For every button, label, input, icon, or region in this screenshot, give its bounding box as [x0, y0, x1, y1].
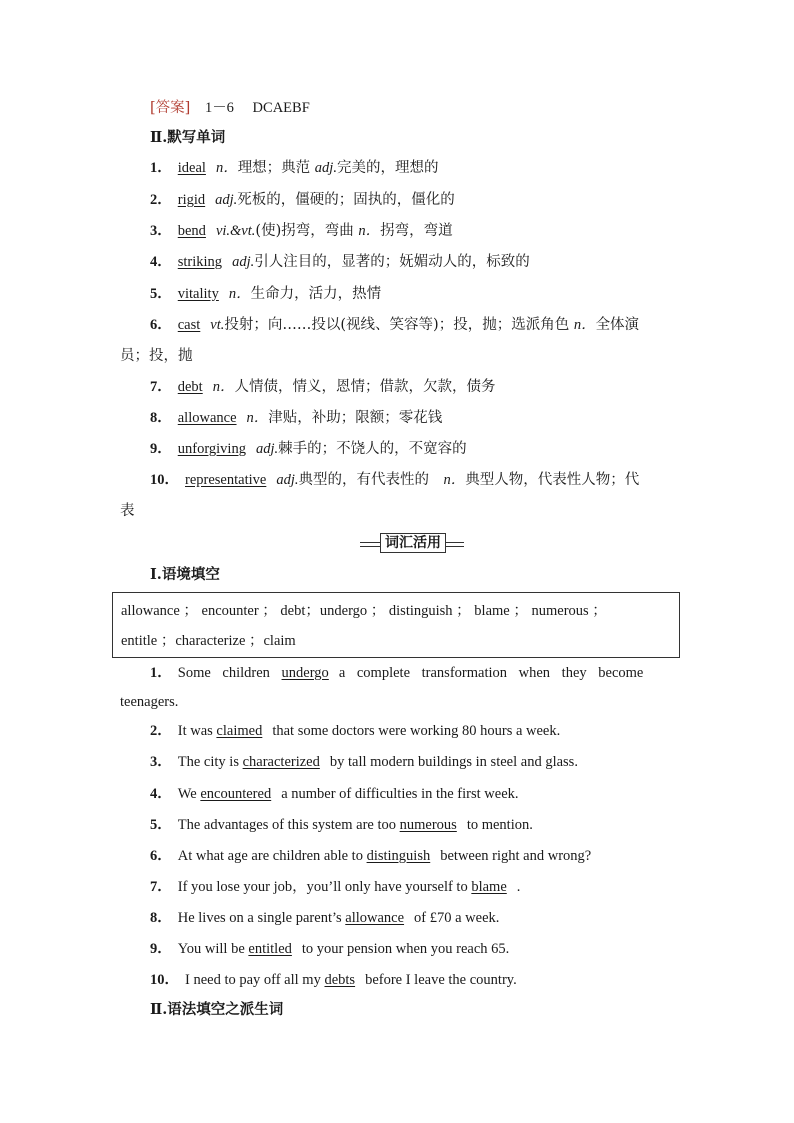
- definition-text: 生命力，活力，热情: [250, 286, 382, 302]
- part-of-speech: n．: [443, 472, 466, 488]
- sentence-before: The advantages of this system are too: [177, 817, 400, 833]
- answer-blank: claimed: [216, 723, 263, 739]
- exercise-item: [150, 815, 533, 835]
- item-number: 5．: [150, 817, 172, 833]
- word-item: [150, 158, 438, 178]
- definition-text: 死板的，僵硬的；固执的，僵化的: [237, 192, 455, 208]
- definition-text: 人情债，情义，恩情；借款，欠款，债务: [234, 379, 496, 395]
- answer-word: rigid: [177, 192, 206, 208]
- word-item: [150, 439, 467, 459]
- answer-word: ideal: [177, 160, 206, 176]
- answer-word: cast: [177, 317, 201, 333]
- sentence-after: to your pension when you reach 65.: [301, 941, 510, 957]
- item-number: 7．: [150, 379, 172, 395]
- part-of-speech: n．: [573, 317, 596, 333]
- part-of-speech: adj.: [314, 160, 337, 176]
- sentence-before: Some children: [177, 665, 282, 681]
- word-item: [150, 408, 442, 428]
- answer-blank: allowance: [345, 910, 405, 926]
- answer-blank: debts: [324, 972, 356, 988]
- item-number: 9．: [150, 441, 172, 457]
- exercise-item: [150, 752, 578, 772]
- exercise-item: [150, 908, 499, 928]
- answer-blank: entitled: [248, 941, 292, 957]
- part-of-speech: vt.: [210, 317, 225, 333]
- word-item: [150, 315, 639, 335]
- item-number: 3．: [150, 754, 172, 770]
- item-number: 10．: [150, 972, 179, 988]
- word-item: [150, 252, 530, 272]
- banner-label: 词汇活用: [380, 533, 446, 553]
- answer-letters: DCAEBF: [252, 100, 310, 116]
- answer-blank: numerous: [399, 817, 457, 833]
- answer-word: allowance: [177, 410, 237, 426]
- item-number: 1．: [150, 160, 172, 176]
- part-of-speech: n．: [358, 223, 381, 239]
- word-item: [150, 221, 453, 241]
- definition-text: (使)拐弯，弯曲: [255, 223, 359, 239]
- exercise-item: [150, 846, 591, 866]
- definition-text: 棘手的；不饶人的，不宽容的: [278, 441, 467, 457]
- part-of-speech: adj.: [232, 254, 255, 270]
- answer-line: [150, 98, 310, 118]
- part1-title: Ⅰ.语境填空: [150, 566, 220, 583]
- exercise-item: [150, 784, 519, 804]
- definition-text: 典型的，有代表性的: [298, 472, 444, 488]
- word-bank-line-2: entitle ；characterize ；claim: [121, 633, 296, 649]
- part-of-speech: vi.&vt.: [215, 223, 256, 239]
- exercise-item: [150, 663, 643, 683]
- definition-continuation: 表: [120, 503, 135, 519]
- sentence-before: It was: [177, 723, 217, 739]
- item-number: 2．: [150, 723, 172, 739]
- sentence-after: a number of difficulties in the first week.: [281, 786, 519, 802]
- definition-text: 津贴，补助；限额；零花钱: [268, 410, 443, 426]
- word-item: [150, 377, 495, 397]
- exercise-item: [150, 877, 520, 897]
- part-of-speech: n．: [228, 286, 251, 302]
- part-of-speech: adj.: [276, 472, 299, 488]
- item-number: 3．: [150, 223, 172, 239]
- item-number: 6．: [150, 317, 172, 333]
- answer-tag: [答案]: [150, 100, 191, 116]
- part3-title: Ⅱ.语法填空之派生词: [150, 1001, 284, 1018]
- item-number: 5．: [150, 286, 172, 302]
- definition-continuation: 员；投，抛: [120, 348, 193, 364]
- item-number: 1．: [150, 665, 172, 681]
- item-number: 2．: [150, 192, 172, 208]
- item-number: 9．: [150, 941, 172, 957]
- definition-text: 全体演: [595, 317, 640, 333]
- part-of-speech: adj.: [255, 441, 279, 457]
- definition-text: 理想；典范: [237, 160, 315, 176]
- answer-range: 1－6: [204, 100, 234, 116]
- definition-text: 拐弯，弯道: [380, 223, 453, 239]
- sentence-before: I need to pay off all my: [185, 972, 325, 988]
- sentence-before: At what age are children able to: [177, 848, 367, 864]
- sentence-after: of £70 a week.: [414, 910, 500, 926]
- sentence-after: .: [516, 879, 521, 895]
- sentence-after: before I leave the country.: [365, 972, 517, 988]
- exercise-item: [150, 721, 560, 741]
- section-banner: [360, 533, 464, 553]
- part-of-speech: n．: [212, 379, 235, 395]
- sentence-before: We: [177, 786, 201, 802]
- item-number: 8．: [150, 910, 172, 926]
- part-of-speech: n．: [246, 410, 269, 426]
- sentence-before: You will be: [177, 941, 249, 957]
- word-bank-line-1: allowance ； encounter ； debt；undergo ； distinguish ； blame ； numerous ；: [121, 603, 607, 619]
- answer-word: debt: [177, 379, 203, 395]
- answer-blank: undergo: [281, 665, 329, 681]
- item-number: 8．: [150, 410, 172, 426]
- definition-text: 典型人物，代表性人物；代: [465, 472, 640, 488]
- part-of-speech: adj.: [215, 192, 238, 208]
- sentence-before: The city is: [177, 754, 243, 770]
- item-number: 6．: [150, 848, 172, 864]
- definition-text: 投射；向……投以(视线、笑容等)；投，抛；选派角色: [224, 317, 574, 333]
- sentence-after: by tall modern buildings in steel and glass.: [329, 754, 578, 770]
- sentence-after: a complete transformation when they become: [338, 665, 644, 681]
- sentence-after: to mention.: [466, 817, 533, 833]
- answer-blank: blame: [471, 879, 507, 895]
- definition-text: 引人注目的，显著的；妩媚动人的，标致的: [254, 254, 530, 270]
- word-item: [150, 470, 639, 490]
- answer-word: unforgiving: [177, 441, 246, 457]
- item-number: 4．: [150, 786, 172, 802]
- answer-word: striking: [177, 254, 223, 270]
- sentence-before: He lives on a single parent’s: [177, 910, 346, 926]
- word-item: [150, 190, 455, 210]
- answer-word: representative: [185, 472, 267, 488]
- part2-title: Ⅱ.默写单词: [150, 129, 226, 146]
- item-number: 7．: [150, 879, 172, 895]
- answer-word: vitality: [177, 286, 219, 302]
- word-item: [150, 284, 381, 304]
- word-bank-box: [112, 592, 680, 658]
- exercise-item: [150, 939, 509, 959]
- exercise-item: [150, 970, 517, 990]
- item-number: 10．: [150, 472, 179, 488]
- sentence-after: between right and wrong?: [440, 848, 592, 864]
- sentence-continuation: teenagers.: [120, 694, 179, 710]
- answer-word: bend: [177, 223, 206, 239]
- sentence-after: that some doctors were working 80 hours a week.: [272, 723, 561, 739]
- part-of-speech: n．: [215, 160, 238, 176]
- definition-text: 完美的，理想的: [336, 160, 439, 176]
- answer-blank: characterized: [242, 754, 320, 770]
- answer-blank: encountered: [200, 786, 272, 802]
- answer-blank: distinguish: [366, 848, 431, 864]
- item-number: 4．: [150, 254, 172, 270]
- sentence-before: If you lose your job，you’ll only have yourself to: [177, 879, 472, 895]
